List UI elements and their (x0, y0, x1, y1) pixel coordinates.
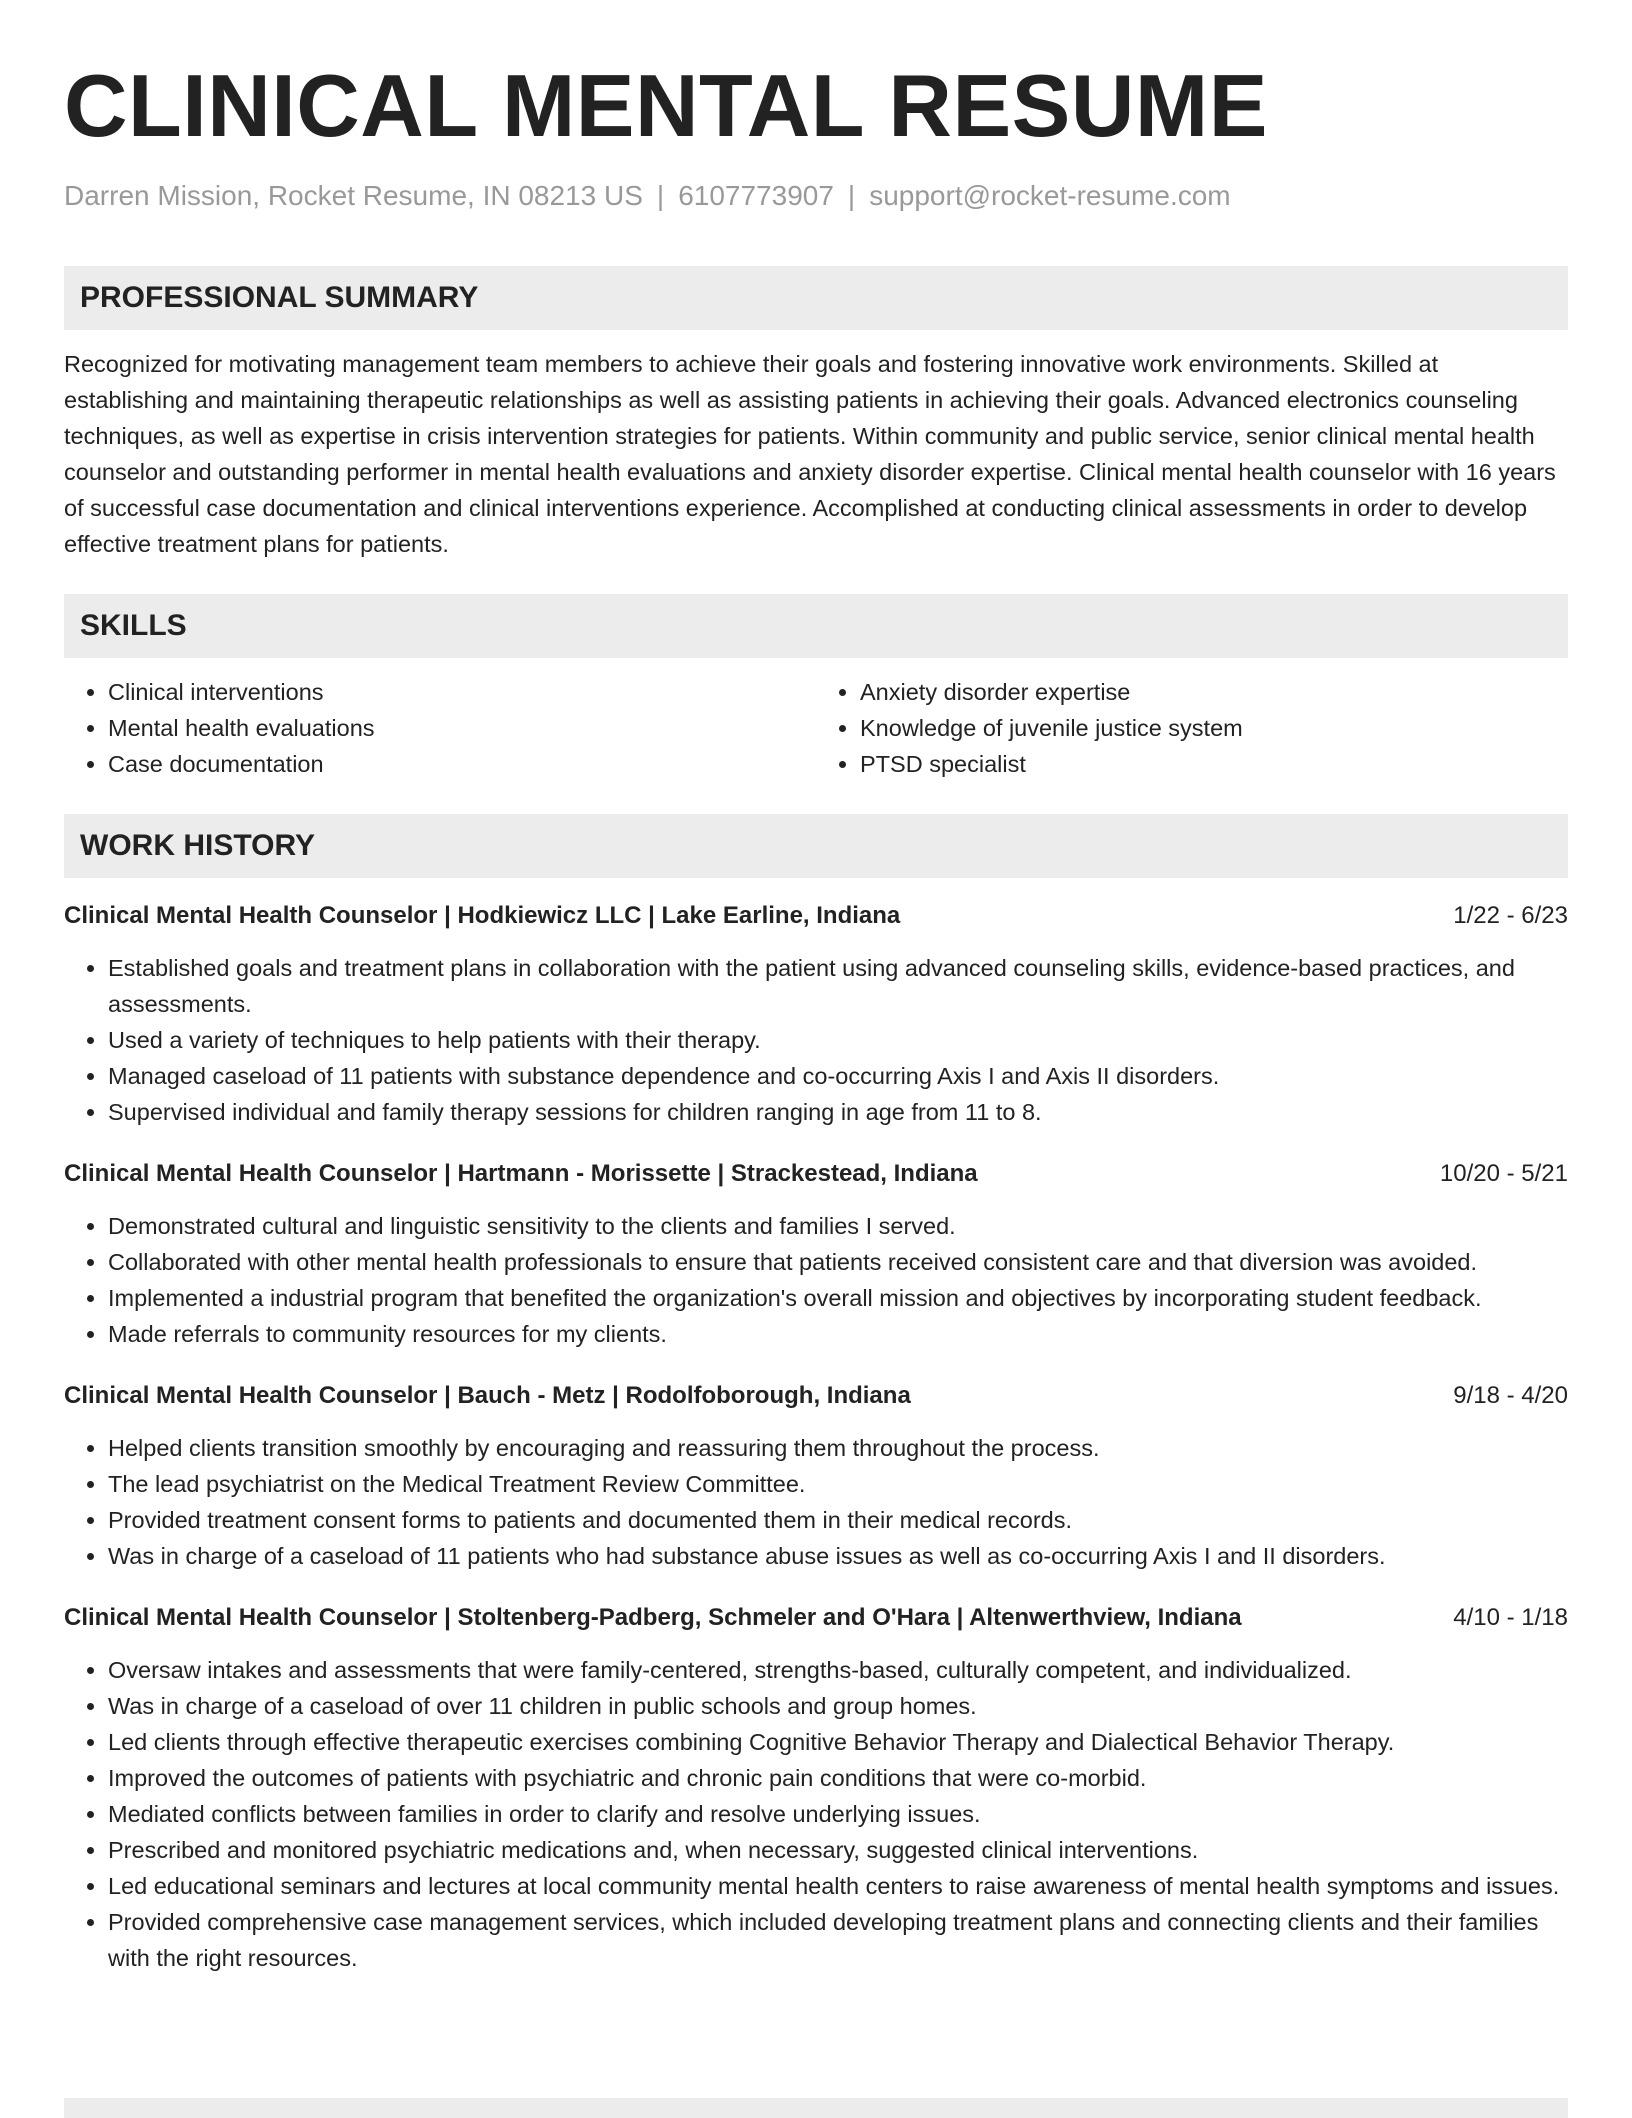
job-header (64, 1600, 1568, 1636)
job-bullet: • Mediated conflicts between families in order to clarify and resolve underlying issues. (108, 1796, 1568, 1832)
job-dates: 1/22 - 6/23 (1453, 902, 1568, 929)
job-bullet: • Used a variety of techniques to help patients with their therapy. (108, 1022, 1568, 1058)
contact-line (64, 178, 1568, 214)
job-bullet: • Made referrals to community resources for my clients. (108, 1316, 1568, 1352)
job-dates: 9/18 - 4/20 (1453, 1382, 1568, 1409)
resume-title: CLINICAL MENTAL RESUME (64, 56, 1268, 155)
job-entry (64, 1156, 1568, 1352)
contact-separator: | (847, 180, 856, 211)
contact-email: support@rocket-resume.com (869, 180, 1231, 211)
job-bullet: • Collaborated with other mental health professionals to ensure that patients received consistent care and that diversion was avoided. (108, 1244, 1568, 1280)
job-entry (64, 1600, 1568, 1976)
skills-column-right (816, 674, 1568, 782)
skills-column-left (64, 674, 816, 782)
skill-item: • Knowledge of juvenile justice system (860, 710, 1568, 746)
job-bullets (64, 950, 1568, 1130)
skill-item: • Case documentation (108, 746, 816, 782)
section-heading-skills: SKILLS (64, 594, 1568, 658)
job-dates: 10/20 - 5/21 (1439, 1160, 1568, 1187)
job-bullet: • Established goals and treatment plans in collaboration with the patient using advanced counseling skills, evidence-based practices, and assessments. (108, 950, 1568, 1022)
skill-item: • Mental health evaluations (108, 710, 816, 746)
job-title: Clinical Mental Health Counselor | Bauch - Metz | Rodolfoborough, Indiana (64, 1382, 911, 1409)
job-bullet: • Was in charge of a caseload of over 11 children in public schools and group homes. (108, 1688, 1568, 1724)
skill-item: • Anxiety disorder expertise (860, 674, 1568, 710)
job-bullet: • Provided comprehensive case management services, which included developing treatment plans and connecting clients and their families with the right resources. (108, 1904, 1568, 1976)
summary-paragraph: Recognized for motivating management team members to achieve their goals and fostering innovative work environments. Skilled at establishing and maintaining therapeutic relationships as well as assisting patients in achieving their goals. Advanced electronics counseling techniques, as well as expertise in crisis intervention strategies for patients. Within community and public service, senior clinical mental health counselor and outstanding performer in mental health evaluations and anxiety disorder expertise. Clinical mental health counselor with 16 years of successful case documentation and clinical interventions experience. Accomplished at conducting clinical assessments in order to develop effective treatment plans for patients. (64, 351, 1556, 557)
next-section-heading-bar (64, 2098, 1568, 2118)
job-bullet: • Managed caseload of 11 patients with substance dependence and co-occurring Axis I and Axis II disorders. (108, 1058, 1568, 1094)
job-bullet: • The lead psychiatrist on the Medical Treatment Review Committee. (108, 1466, 1568, 1502)
job-bullet: • Led educational seminars and lectures at local community mental health centers to raise awareness of mental health symptoms and issues. (108, 1868, 1568, 1904)
job-bullet: • Was in charge of a caseload of 11 patients who had substance abuse issues as well as co-occurring Axis I and II disorders. (108, 1538, 1568, 1574)
job-bullets (64, 1208, 1568, 1352)
job-title: Clinical Mental Health Counselor | Hodkiewicz LLC | Lake Earline, Indiana (64, 902, 901, 929)
skill-item: • PTSD specialist (860, 746, 1568, 782)
job-bullet: • Oversaw intakes and assessments that were family-centered, strengths-based, culturally competent, and individualized. (108, 1652, 1568, 1688)
skills-list (64, 674, 1568, 782)
job-bullet: • Provided treatment consent forms to patients and documented them in their medical records. (108, 1502, 1568, 1538)
job-bullet: • Helped clients transition smoothly by encouraging and reassuring them throughout the process. (108, 1430, 1568, 1466)
job-header (64, 1156, 1568, 1192)
job-bullet: • Supervised individual and family therapy sessions for children ranging in age from 11 to 8. (108, 1094, 1568, 1130)
section-heading-summary: PROFESSIONAL SUMMARY (64, 266, 1568, 330)
job-title: Clinical Mental Health Counselor | Hartmann - Morissette | Strackestead, Indiana (64, 1160, 978, 1187)
job-entry (64, 898, 1568, 1130)
job-header (64, 898, 1568, 934)
job-dates: 4/10 - 1/18 (1453, 1604, 1568, 1631)
job-bullets (64, 1430, 1568, 1574)
contact-address: Darren Mission, Rocket Resume, IN 08213 US (64, 180, 643, 211)
skill-item: • Clinical interventions (108, 674, 816, 710)
job-title: Clinical Mental Health Counselor | Stoltenberg-Padberg, Schmeler and O'Hara | Altenwerthview, Indiana (64, 1604, 1242, 1631)
contact-separator: | (656, 180, 665, 211)
job-bullet: • Implemented a industrial program that benefited the organization's overall mission and objectives by incorporating student feedback. (108, 1280, 1568, 1316)
contact-phone: 6107773907 (678, 180, 834, 211)
job-bullet: • Demonstrated cultural and linguistic sensitivity to the clients and families I served. (108, 1208, 1568, 1244)
job-entry (64, 1378, 1568, 1574)
section-heading-work-history: WORK HISTORY (64, 814, 1568, 878)
job-bullet: • Led clients through effective therapeutic exercises combining Cognitive Behavior Therapy and Dialectical Behavior Therapy. (108, 1724, 1568, 1760)
job-bullet: • Prescribed and monitored psychiatric medications and, when necessary, suggested clinical interventions. (108, 1832, 1568, 1868)
job-bullets (64, 1652, 1568, 1976)
job-header (64, 1378, 1568, 1414)
job-bullet: • Improved the outcomes of patients with psychiatric and chronic pain conditions that were co-morbid. (108, 1760, 1568, 1796)
resume-page (64, 56, 1568, 1976)
